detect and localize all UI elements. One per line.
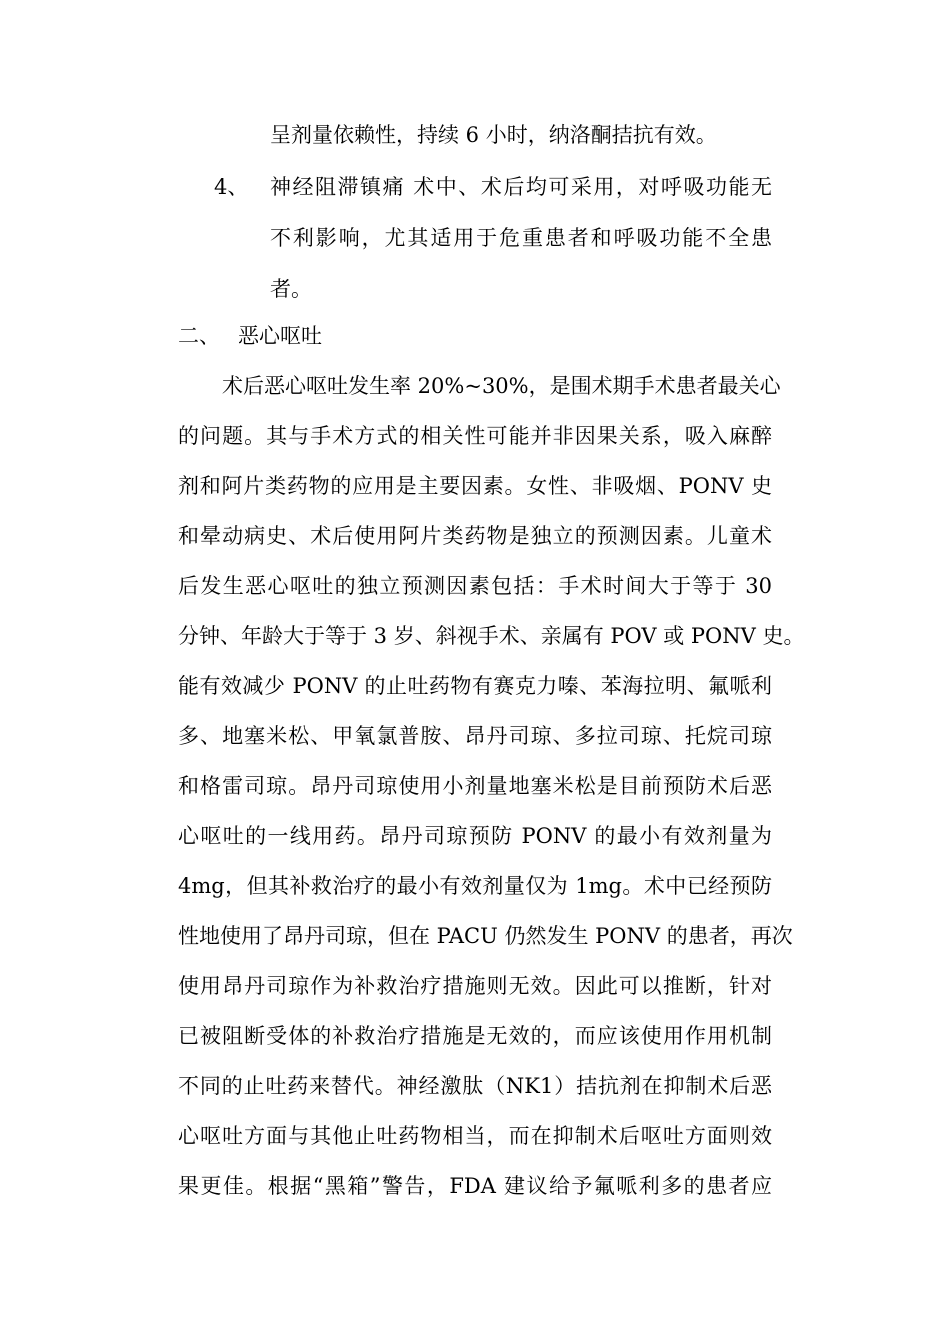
paragraph-line: 多、地塞米松、甲氧氯普胺、昂丹司琼、多拉司琼、托烷司琼 xyxy=(178,724,772,748)
paragraph-line: 和格雷司琼。昂丹司琼使用小剂量地塞米松是目前预防术后恶 xyxy=(178,774,772,798)
paragraph-line: 分钟、年龄大于等于 3 岁、斜视手术、亲属有 POV 或 PONV 史。 xyxy=(178,624,805,648)
paragraph-line: 使用昂丹司琼作为补救治疗措施则无效。因此可以推断，针对 xyxy=(178,974,772,998)
paragraph-line: 能有效减少 PONV 的止吐药物有赛克力嗪、苯海拉明、氟哌利 xyxy=(178,674,772,698)
paragraph-line: 心呕吐的一线用药。昂丹司琼预防 PONV 的最小有效剂量为 xyxy=(178,824,772,848)
list-item-4-line: 不利影响，尤其适用于危重患者和呼吸功能不全患 xyxy=(270,226,772,250)
paragraph-line: 4mg，但其补救治疗的最小有效剂量仅为 1mg。术中已经预防 xyxy=(178,874,772,898)
paragraph-line: 心呕吐方面与其他止吐药物相当，而在抑制术后呕吐方面则效 xyxy=(178,1124,772,1148)
paragraph-line: 和晕动病史、术后使用阿片类药物是独立的预测因素。儿童术 xyxy=(178,524,772,548)
paragraph-line: 不同的止吐药来替代。神经激肽（NK1）拮抗剂在抑制术后恶 xyxy=(178,1074,772,1098)
paragraph-line: 术后恶心呕吐发生率 20%~30%，是围术期手术患者最关心 xyxy=(222,374,781,398)
section-marker: 二、 xyxy=(178,324,220,348)
list-item-4-line: 者。 xyxy=(270,277,312,301)
paragraph-line: 的问题。其与手术方式的相关性可能并非因果关系，吸入麻醉 xyxy=(178,424,772,448)
paragraph-line: 剂和阿片类药物的应用是主要因素。女性、非吸烟、PONV 史 xyxy=(178,474,772,498)
paragraph-line: 后发生恶心呕吐的独立预测因素包括：手术时间大于等于 30 xyxy=(178,574,772,598)
paragraph-line: 已被阻断受体的补救治疗措施是无效的，而应该使用作用机制 xyxy=(178,1024,772,1048)
list-item-4-line: 神经阻滞镇痛 术中、术后均可采用，对呼吸功能无 xyxy=(270,175,772,199)
paragraph-line: 性地使用了昂丹司琼，但在 PACU 仍然发生 PONV 的患者，再次 xyxy=(178,924,793,948)
section-heading: 恶心呕吐 xyxy=(238,324,322,348)
paragraph-line: 果更佳。根据“黑箱”警告，FDA 建议给予氟哌利多的患者应 xyxy=(178,1174,772,1198)
list-continuation-line: 呈剂量依赖性，持续 6 小时，纳洛酮拮抗有效。 xyxy=(270,123,717,147)
list-item-4-marker: 4、 xyxy=(214,175,249,199)
